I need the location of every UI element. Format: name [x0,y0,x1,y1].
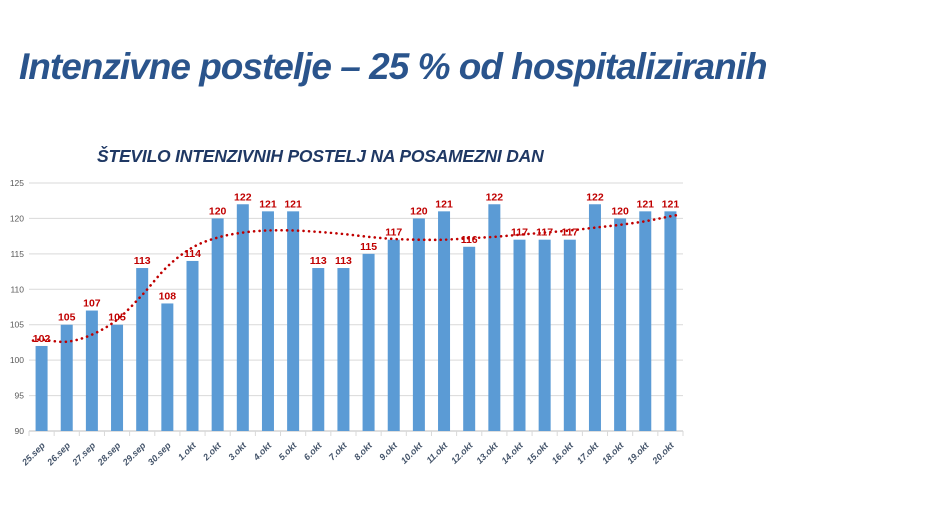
bar-value-label: 121 [435,198,453,211]
bar-value-label: 121 [259,198,277,211]
x-axis-label: 11.okt [424,440,450,466]
bar-8.okt [363,254,375,431]
x-axis-label: 13.okt [474,440,500,466]
x-axis-label: 18.okt [600,440,626,466]
bar-11.okt [438,211,450,431]
bar-28.sep [111,325,123,431]
bar-20.okt [664,211,676,431]
page-title: Intenzivne postelje – 25 % od hospitaliziranih [19,46,767,87]
x-axis-label: 12.okt [449,440,475,466]
x-axis-label: 8.okt [352,440,374,463]
x-axis-label: 3.okt [226,440,249,463]
bar-3.okt [237,204,249,431]
bar-14.okt [514,240,526,431]
x-axis-label: 30.sep [145,440,173,468]
x-axis-label: 5.okt [276,440,299,463]
x-axis-label: 7.okt [326,440,349,463]
bar-value-label: 113 [309,255,327,268]
bar-value-label: 116 [460,233,478,246]
bar-value-label: 117 [561,226,579,239]
bar-value-label: 122 [586,191,604,204]
bar-12.okt [463,247,475,431]
bar-30.sep [161,303,173,431]
bar-5.okt [287,211,299,431]
y-axis-tick-label: 100 [9,355,24,366]
bar-value-label: 117 [511,226,528,239]
bar-9.okt [388,240,400,431]
x-axis-label: 16.okt [549,440,576,466]
bar-value-label: 107 [83,297,101,310]
bar-6.okt [312,268,324,431]
x-axis-label: 26.sep [45,440,73,468]
bar-value-label: 121 [636,198,655,211]
x-axis-label: 14.okt [499,440,525,466]
y-axis-tick-label: 110 [10,284,24,295]
bar-18.okt [614,218,626,431]
trendline [33,215,679,342]
bar-value-label: 122 [485,191,504,204]
y-axis-tick-label: 120 [9,213,24,224]
bar-value-label: 113 [133,255,151,268]
bar-value-label: 120 [410,205,428,218]
x-axis-label: 9.okt [377,440,400,463]
x-axis-label: 29.sep [120,440,148,468]
x-axis-label: 1.okt [175,440,198,463]
x-axis-label: 10.okt [398,440,425,466]
bar-10.okt [413,218,425,431]
y-axis-tick-label: 95 [14,390,24,401]
x-axis-label: 2.okt [201,440,224,463]
bar-value-label: 120 [208,205,227,218]
bar-25.sep [36,346,48,431]
x-axis-label: 28.sep [95,440,123,468]
bar-value-label: 102 [32,332,51,345]
bar-value-label: 114 [184,247,201,260]
bar-19.okt [639,211,651,431]
bar-value-label: 120 [611,205,629,218]
x-axis-label: 17.okt [574,440,601,466]
x-axis-label: 27.sep [70,440,98,468]
bar-15.okt [539,240,551,431]
bar-16.okt [564,240,576,431]
x-axis-label: 25.sep [20,440,47,468]
bar-value-label: 105 [108,311,126,324]
bar-17.okt [589,204,601,431]
bar-value-label: 113 [334,255,352,268]
bar-value-label: 117 [536,226,554,239]
bar-value-label: 121 [284,198,302,211]
x-axis-label: 15.okt [524,440,551,466]
bar-2.okt [212,218,224,431]
x-axis-label: 4.okt [251,440,274,463]
x-axis-label: 19.okt [625,440,651,466]
bar-4.okt [262,211,274,431]
y-axis-tick-label: 105 [9,319,24,330]
bar-value-label: 105 [57,311,76,324]
bar-1.okt [187,261,199,431]
bar-value-label: 121 [661,198,680,211]
x-axis-label: 6.okt [301,440,324,463]
x-axis-label: 20.okt [650,440,676,466]
bar-value-label: 117 [385,226,403,239]
bar-value-label: 108 [158,290,177,303]
bar-7.okt [337,268,349,431]
chart-title: ŠTEVILO INTENZIVNIH POSTELJ NA POSAMEZNI DAN [97,146,544,166]
bar-27.sep [86,311,98,431]
y-axis-tick-label: 115 [10,248,24,259]
y-axis-tick-label: 125 [9,178,24,188]
bar-29.sep [136,268,148,431]
bar-value-label: 122 [234,191,252,204]
bar-chart [0,170,940,529]
bar-value-label: 115 [360,240,378,253]
y-axis-tick-label: 90 [14,426,24,436]
